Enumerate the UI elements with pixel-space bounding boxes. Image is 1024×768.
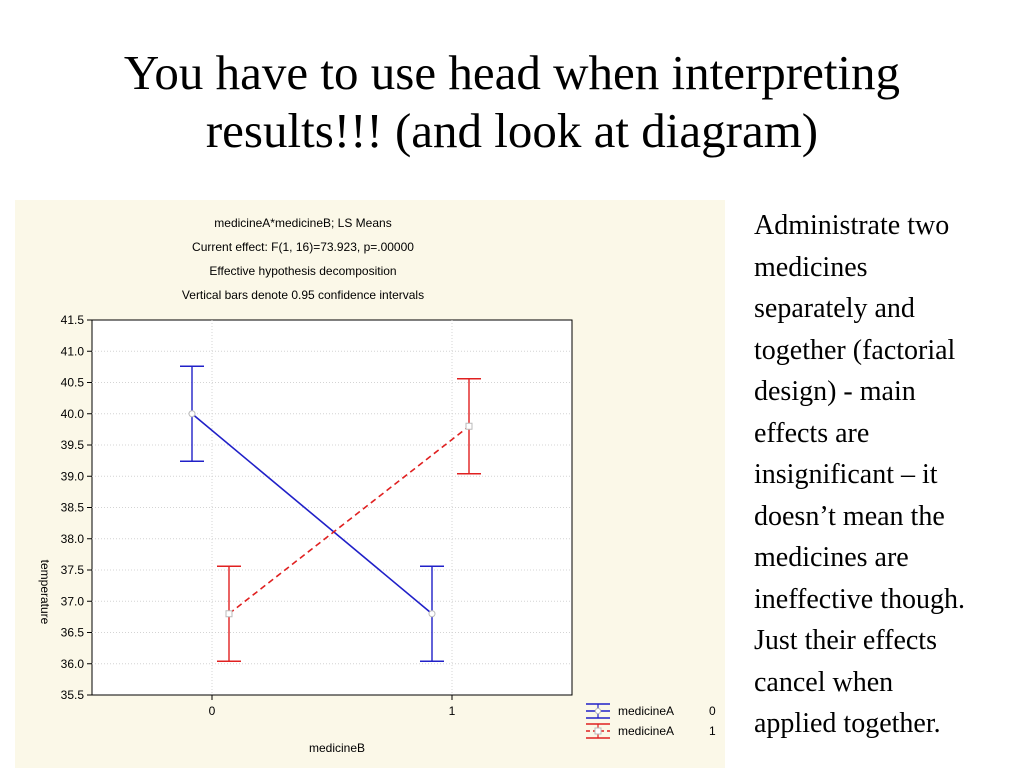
side-text-line: medicines are [754,542,909,573]
side-text-line: cancel when [754,666,894,698]
data-point [189,411,195,417]
side-text-line: together (factorial [754,334,956,366]
y-tick-label: 36.0 [60,656,84,671]
side-text-line: Administrate two [754,210,950,241]
legend-entry [586,704,716,718]
x-tick-label: 0 [208,704,216,718]
y-tick-label: 38.5 [60,500,84,515]
chart-title-line: Current effect: F(1, 16)=73.923, p=.00000 [192,240,414,254]
side-text-line: medicines [754,251,868,283]
side-text-line: insignificant – it [754,459,938,490]
interaction-chart [15,200,725,768]
y-tick-label: 41.5 [60,313,84,327]
chart-title-line: Vertical bars denote 0.95 confidence intervals [181,288,425,302]
y-tick-label: 39.0 [60,469,84,484]
legend-level: 1 [709,724,716,738]
side-text-line: effects are [754,417,870,449]
slide-title-line: results!!! (and look at diagram) [205,103,819,158]
legend-entry [586,724,716,738]
side-text [754,205,1016,745]
side-text-line: ineffective though. [754,583,965,615]
legend-label: medicineA [618,704,675,718]
side-text-line: doesn’t mean the [754,500,945,532]
chart-title-line: Effective hypothesis decomposition [209,264,397,278]
legend-level: 0 [709,704,716,718]
legend-label: medicineA [618,724,675,738]
legend [586,704,716,738]
side-text-line: applied together. [754,708,941,739]
chart-panel [15,200,725,768]
slide-title-line: You have to use head when interpreting [123,45,901,100]
data-point [466,423,472,429]
y-tick-label: 41.0 [60,344,84,359]
y-tick-label: 40.0 [60,406,84,421]
side-text-line: Just their effects [754,625,937,656]
y-tick-label: 36.5 [60,625,84,640]
y-tick-label: 35.5 [60,688,84,702]
y-axis-label: temperature [38,559,52,625]
x-tick-label: 1 [448,704,456,718]
y-tick-label: 37.5 [60,563,84,577]
legend-marker [595,708,600,713]
y-tick-label: 40.5 [60,375,84,390]
side-text-line: separately and [754,293,915,324]
y-tick-label: 39.5 [60,438,84,452]
y-tick-label: 38.0 [60,531,84,546]
x-axis-label: medicineB [308,741,366,755]
chart-title-block [182,216,424,302]
slide-title [0,44,1024,160]
data-point [429,611,435,617]
chart-title-line: medicineA*medicineB; LS Means [214,216,392,230]
legend-marker [595,728,601,734]
side-text-line: design) - main [754,376,916,407]
data-point [226,611,232,617]
y-tick-label: 37.0 [60,594,84,609]
